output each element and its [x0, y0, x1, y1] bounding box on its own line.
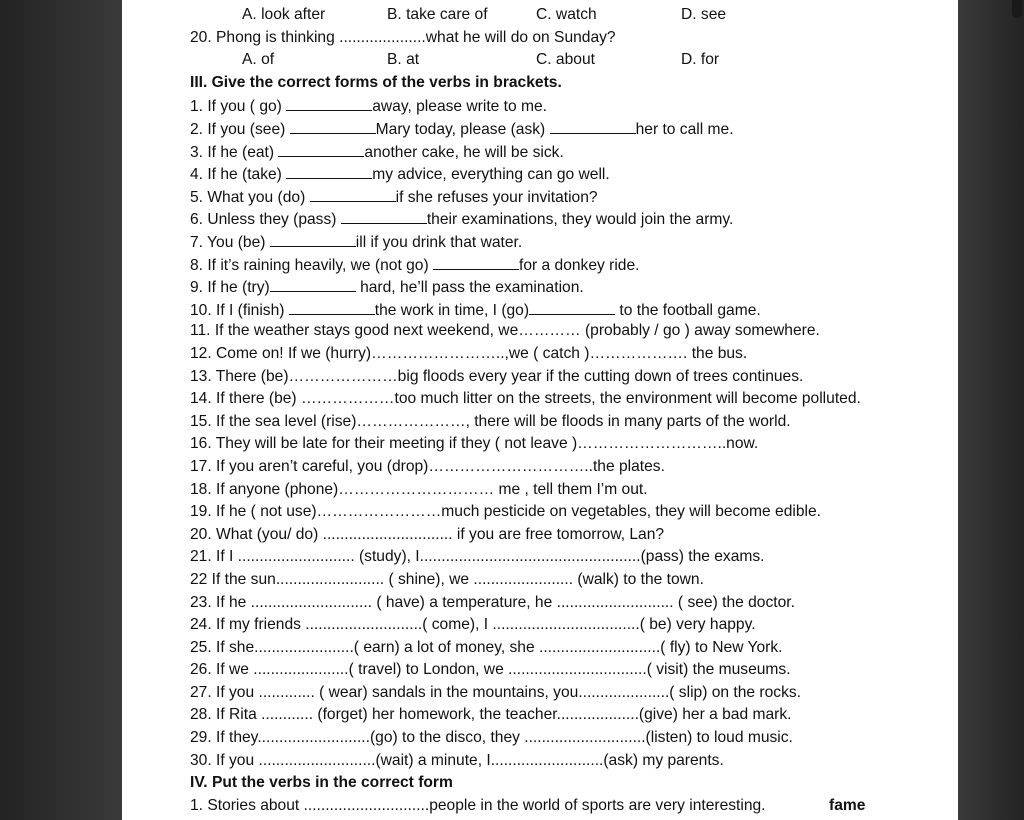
section-4-heading: IV. Put the verbs in the correct form: [190, 774, 453, 791]
exercise-item: 28. If Rita ............ (forget) her homework, the teacher...................(give) her a bad mark.: [190, 706, 792, 723]
exercise-item: 3. If he (eat) another cake, he will be sick.: [190, 144, 564, 161]
exercise-item: 30. If you ...........................(wait) a minute, I..........................(ask) my parents.: [190, 752, 724, 769]
exercise-item: 27. If you ............. ( wear) sandals in the mountains, you.....................( slip) on the rocks.: [190, 684, 802, 701]
exercise-item: 8. If it’s raining heavily, we (not go) for a donkey ride.: [190, 257, 640, 274]
q20-option-b: B. at: [387, 51, 420, 68]
option-b: B. take care of: [387, 6, 488, 23]
exercise-item: 21. If I ........................... (study), I...................................................(pass) the exams.: [190, 548, 765, 565]
exercise-item: 26. If we ......................( travel) to London, we ................................( visit) the museums.: [190, 661, 791, 678]
exercise-item: 18. If anyone (phone)………………………… me , tell them I’m out.: [190, 481, 648, 498]
exercise-item: 17. If you aren’t careful, you (drop)…………………………..the plates.: [190, 458, 665, 475]
exercise-item: 9. If he (try) hard, he’ll pass the examination.: [190, 279, 584, 296]
exercise-item: 1. If you ( go) away, please write to me.: [190, 98, 548, 115]
exercise-item: 13. There (be)…………………big floods every year if the cutting down of trees continues.: [190, 368, 804, 385]
exercise-item: 20. What (you/ do) .............................. if you are free tomorrow, Lan?: [190, 526, 665, 543]
exercise-item: 22 If the sun......................... ( shine), we ....................... (walk) to the town.: [190, 571, 704, 588]
exercise-item: 12. Come on! If we (hurry)……………………..,we ( catch )………………. the bus.: [190, 345, 748, 362]
option-d: D. see: [681, 6, 727, 23]
exercise-item: 19. If he ( not use)……………………much pesticide on vegetables, they will become edible.: [190, 503, 821, 520]
q20-option-c: C. about: [536, 51, 595, 68]
section-3-heading: III. Give the correct forms of the verbs in brackets.: [190, 74, 562, 91]
right-margin: [958, 0, 1024, 820]
scroll-knob[interactable]: [1012, 0, 1022, 18]
exercise-item: 6. Unless they (pass) their examinations, they would join the army.: [190, 211, 734, 228]
exercise-item: 4. If he (take) my advice, everything can go well.: [190, 166, 610, 183]
exercise-item: 2. If you (see) Mary today, please (ask) her to call me.: [190, 121, 734, 138]
exercise-item: 11. If the weather stays good next weekend, we………… (probably / go ) away somewhere.: [190, 322, 820, 339]
exercise-item: 15. If the sea level (rise)…………………, there will be floods in many parts of the world.: [190, 413, 791, 430]
exercise-item: 16. They will be late for their meeting if they ( not leave )………………………..now.: [190, 435, 759, 452]
exercise-item: 10. If I (finish) the work in time, I (go) to the football game.: [190, 302, 761, 319]
exercise-item: 7. You (be) ill if you drink that water.: [190, 234, 523, 251]
exercise-item: 5. What you (do) if she refuses your invitation?: [190, 189, 598, 206]
question-20: 20. Phong is thinking ....................what he will do on Sunday?: [190, 29, 616, 46]
option-a: A. look after: [242, 6, 326, 23]
exercise-item: 23. If he ............................ ( have) a temperature, he ........................... ( see) the doctor.: [190, 594, 795, 611]
exercise-item: 14. If there (be) ………………too much litter on the streets, the environment will become polluted.: [190, 390, 861, 407]
left-margin: [0, 0, 122, 820]
exercise-item: 25. If she.......................( earn) a lot of money, she ............................( fly) to New York.: [190, 639, 783, 656]
section-4-item: 1. Stories about .............................people in the world of sports are very interesting.: [190, 797, 766, 814]
q20-option-a: A. of: [242, 51, 275, 68]
exercise-item: 29. If they..........................(go) to the disco, they ............................(listen) to loud music.: [190, 729, 793, 746]
q20-option-d: D. for: [681, 51, 720, 68]
exercise-item: 24. If my friends ...........................( come), I ..................................( be) very happy.: [190, 616, 756, 633]
section-4-keyword: fame: [829, 797, 866, 814]
worksheet-page: [122, 0, 958, 820]
option-c: C. watch: [536, 6, 597, 23]
